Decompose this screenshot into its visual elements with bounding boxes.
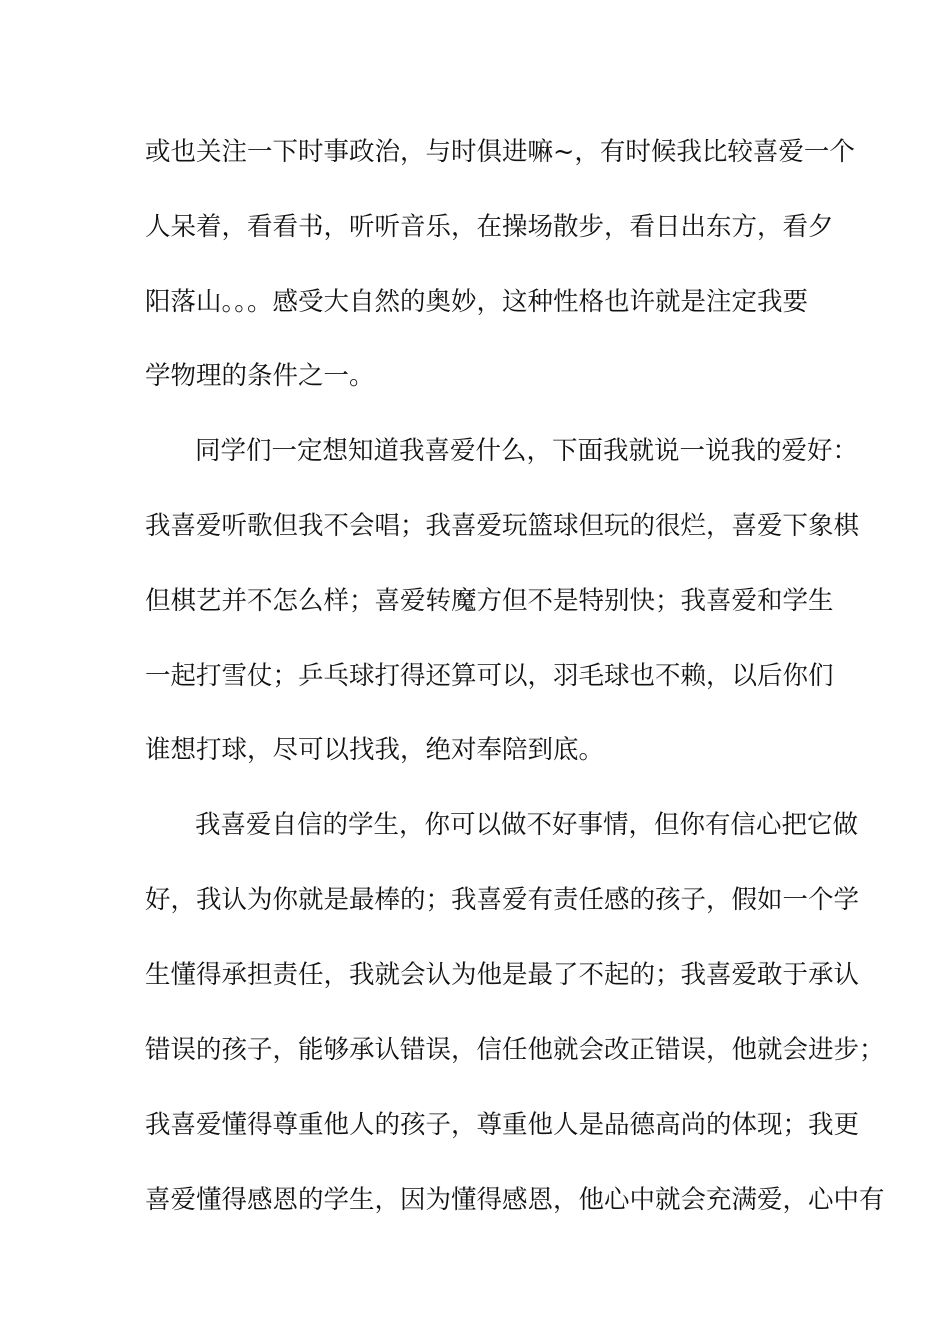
text-line: 喜爱懂得感恩的学生，因为懂得感恩，他心中就会充满爱，心中有 [145, 1185, 885, 1215]
text-line: 生懂得承担责任，我就会认为他是最了不起的；我喜爱敢于承认 [145, 960, 860, 990]
text-line: 但棋艺并不怎么样；喜爱转魔方但不是特别快；我喜爱和学生 [145, 586, 834, 616]
text-line: 一起打雪仗；乒乓球打得还算可以，羽毛球也不赖，以后你们 [145, 661, 834, 691]
text-line: 我喜爱懂得尊重他人的孩子，尊重他人是品德高尚的体现；我更 [145, 1110, 860, 1140]
text-line: 我喜爱听歌但我不会唱；我喜爱玩篮球但玩的很烂，喜爱下象棋 [145, 511, 860, 541]
text-line: 阳落山。。。感受大自然的奥妙，这种性格也许就是注定我要 [145, 287, 809, 317]
text-line: 好，我认为你就是最棒的；我喜爱有责任感的孩子，假如一个学 [145, 885, 860, 915]
text-line: 人呆着，看看书，听听音乐，在操场散步，看日出东方，看夕 [145, 212, 834, 242]
text-line: 学物理的条件之一。 [145, 361, 375, 391]
paragraph-first-line: 我喜爱自信的学生，你可以做不好事情，但你有信心把它做 [195, 810, 859, 840]
text-line: 或也关注一下时事政治，与时俱进嘛~，有时候我比较喜爱一个 [145, 137, 855, 167]
text-line: 错误的孩子，能够承认错误，信任他就会改正错误，他就会进步； [145, 1035, 885, 1065]
paragraph-first-line: 同学们一定想知道我喜爱什么，下面我就说一说我的爱好： [195, 436, 859, 466]
text-line: 谁想打球，尽可以找我，绝对奉陪到底。 [145, 735, 605, 765]
